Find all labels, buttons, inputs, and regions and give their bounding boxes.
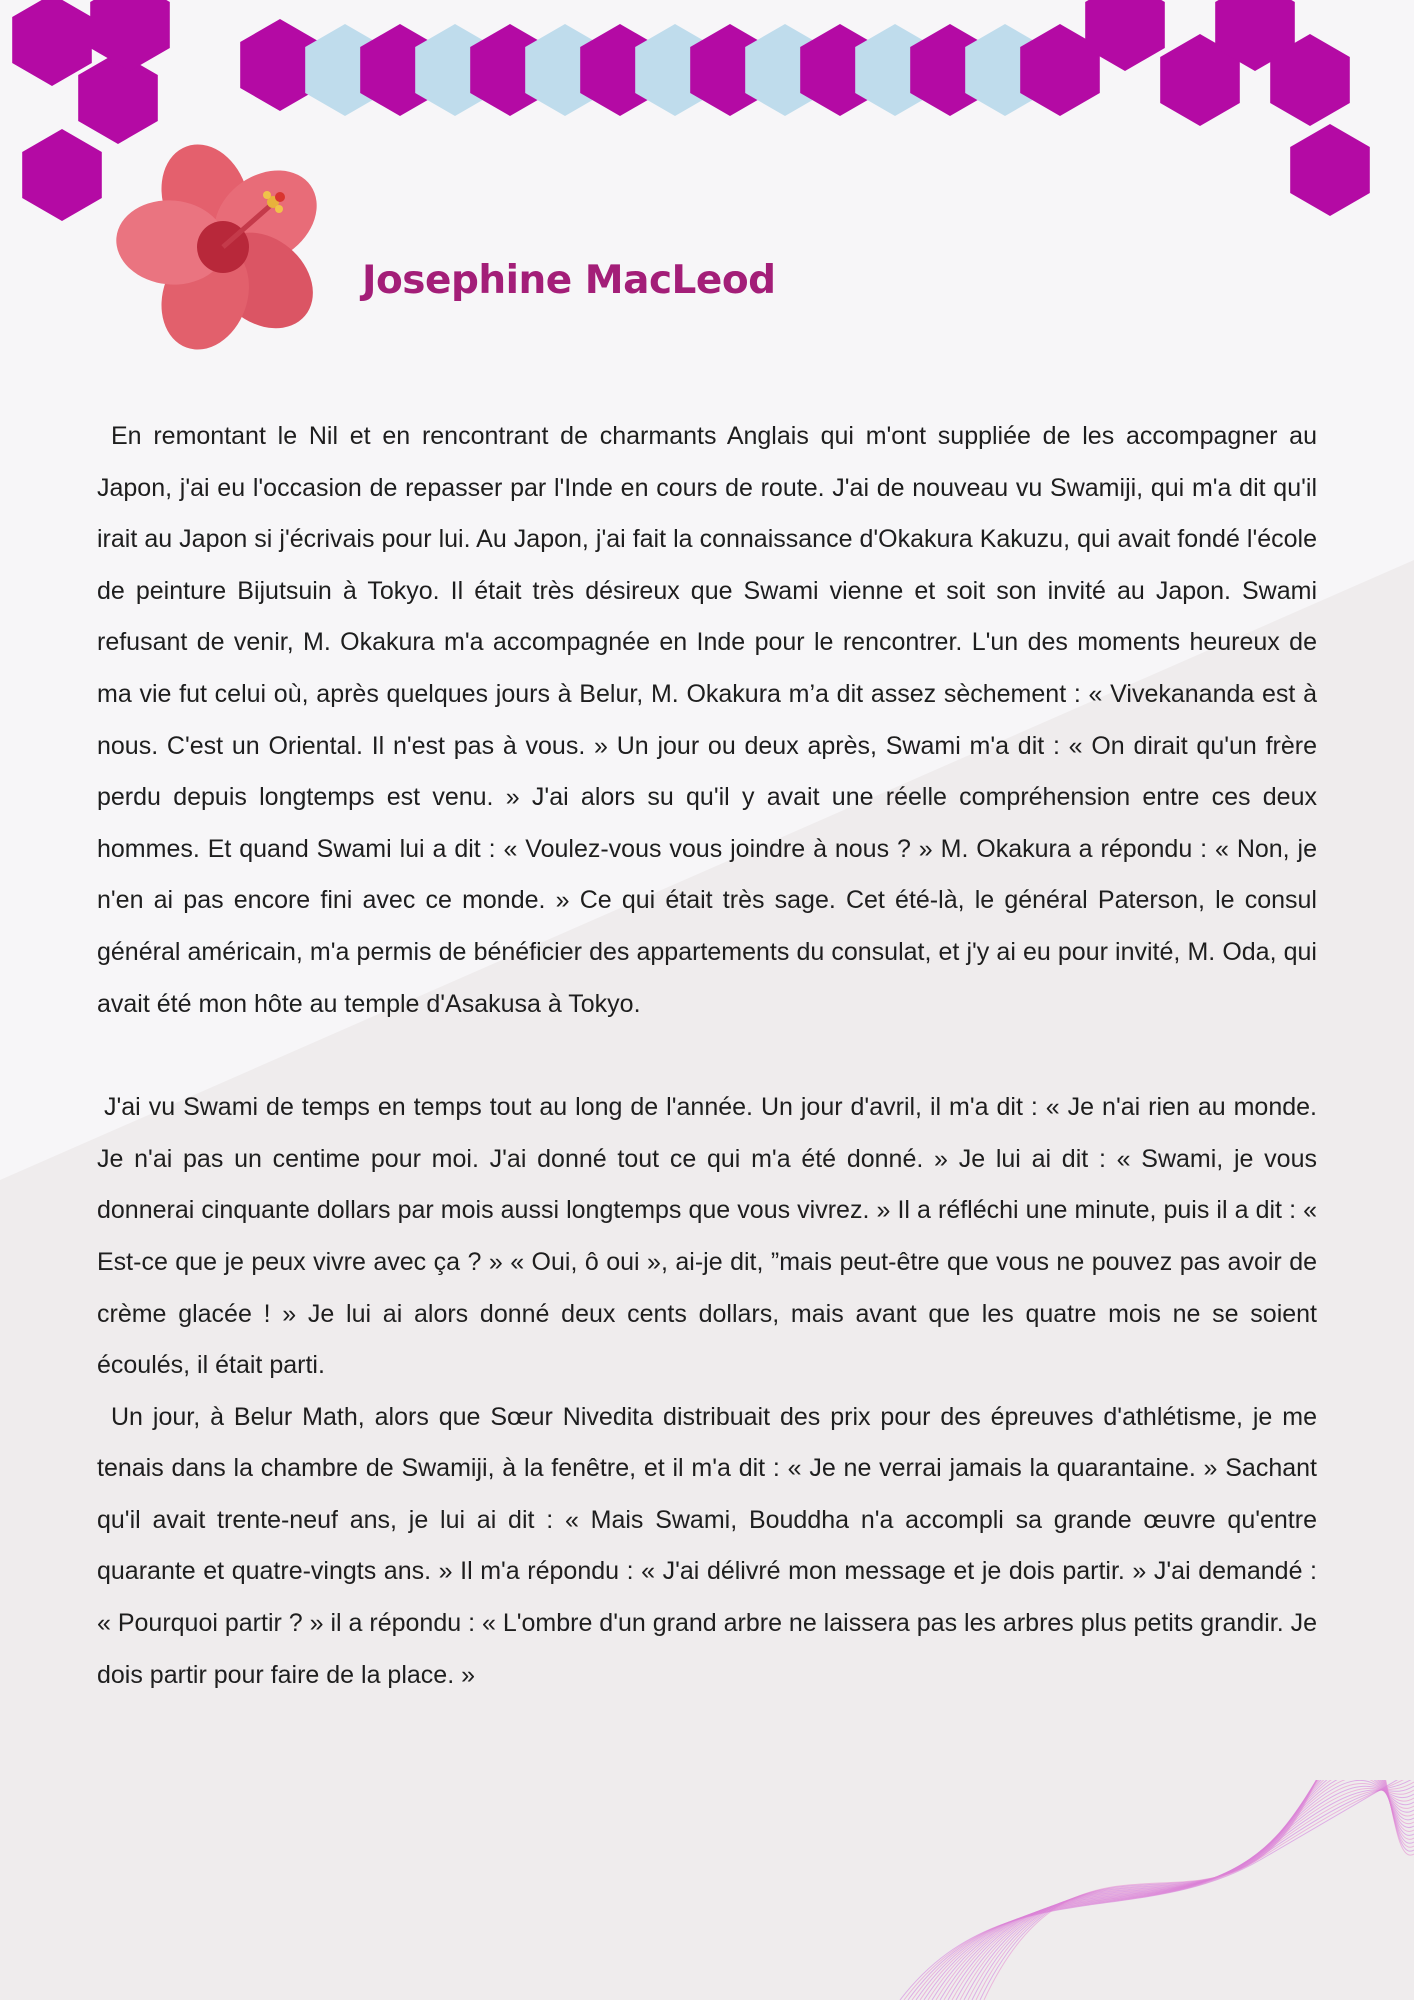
paragraph: Un jour, à Belur Math, alors que Sœur Nivedita distribuait des prix pour des épreuves d'athlétisme, je me tenais dans la chambre de Swamiji, à la fenêtre, et il m'a dit : « Je ne verrai jamais la quarantaine. » Sachant qu'il avait trente-neuf ans, je lui ai dit : « Mais Swami, Bouddha n'a accompli sa grande œuvre qu'entre quarante et quatre-vingts ans. » Il m'a répondu : « J'ai délivré mon message et je dois partir. » J'ai demandé : « Pourquoi partir ? » il a répondu : « L'ombre d'un grand arbre ne laissera pas les arbres plus petits grandir. Je dois partir pour faire de la place. » (97, 1402, 1317, 1689)
wave-line (968, 1780, 1414, 2000)
wave-line (960, 1780, 1414, 2000)
paragraph: En remontant le Nil et en rencontrant de charmants Anglais qui m'ont suppliée de les accompagner au Japon, j'ai eu l'occasion de repasser par l'Inde en cours de route. J'ai de nouveau vu Swamiji, qui m'a dit qu'il irait au Japon si j'écrivais pour lui. Au Japon, j'ai fait la connaissance d'Okakura Kakuzu, qui avait fondé l'école de peinture Bijutsuin à Tokyo. Il était très désireux que Swami vienne et soit son invité au Japon. Swami refusant de venir, M. Okakura m'a accompagnée en Inde pour le rencontrer. L'un des moments heureux de ma vie fut celui où, après quelques jours à Belur, M. Okakura m’a dit assez sèchement : « Vivekananda est à nous. C'est un Oriental. Il n'est pas à vous. » Un jour ou deux après, Swami m'a dit : « On dirait qu'un frère perdu depuis longtemps est venu. » J'ai alors su qu'il y avait une réelle compréhension entre ces deux hommes. Et quand Swami lui a dit : « Voulez-vous vous joindre à nous ? » M. Okakura a répondu : « Non, je n'en ai pas encore fini avec ce monde. » Ce qui était très sage. Cet été-là, le général Paterson, le consul général américain, m'a permis de bénéficier des appartements du consulat, et j'y ai eu pour invité, M. Oda, qui avait été mon hôte au temple d'Asakusa à Tokyo. (97, 422, 1317, 1018)
hexagon-shape (90, 0, 170, 71)
decorative-wave-lines (880, 1780, 1414, 2000)
paragraph-spacer (97, 1030, 1317, 1082)
wave-line (964, 1780, 1414, 2000)
wave-line (980, 1780, 1414, 2000)
paragraph: J'ai vu Swami de temps en temps tout au long de l'année. Un jour d'avril, il m'a dit : « Je n'ai rien au monde. Je n'ai pas un centime pour moi. J'ai donné tout ce qui m'a été donné. » Je lui ai dit : « Swami, je vous donnerai cinquante dollars par mois aussi longtemps que vous vivrez. » Il a réfléchi une minute, puis il a dit : « Est-ce que je peux vivre avec ça ? » « Oui, ô oui », ai-je dit, ”mais peut-être que vous ne pouvez pas avoir de crème glacée ! » Je lui ai alors donné deux cents dollars, mais avant que les quatre mois ne se soient écoulés, il était parti. (97, 1093, 1317, 1380)
wave-line (972, 1780, 1414, 2000)
page-title: Josephine MacLeod (362, 258, 776, 303)
wave-line (984, 1780, 1414, 2000)
hibiscus-flower-icon (105, 135, 345, 365)
hexagon-shape (22, 129, 102, 221)
wave-line (976, 1780, 1414, 2000)
wave-line (956, 1780, 1414, 2000)
hexagon-shape (78, 52, 158, 144)
hexagon-shape (1290, 124, 1370, 216)
hexagon-shape (12, 0, 92, 86)
body-text (97, 411, 1317, 1701)
